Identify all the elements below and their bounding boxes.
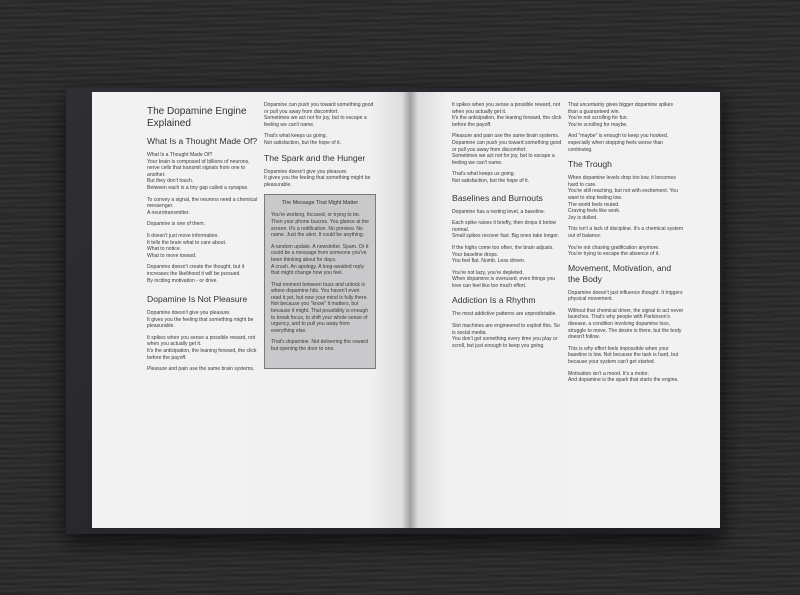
section-heading-thought: What Is a Thought Made Of? — [147, 136, 258, 146]
paragraph: Each spike raises it briefly, then drops it below normal. Small spikes recover fast. Big ones take longer. — [452, 220, 560, 240]
box-paragraph: You're working, focused, or trying to be. Then your phone buzzes. You glance at the screen. It's a notification. No preview. No name. Just the alert. It could be anything. — [271, 212, 369, 239]
box-paragraph: A random update. A newsletter. Spam. Or it could be a message from someone you've been thinking about for days. A crush. An apology. A long-awaited reply that might change how you feel. — [271, 243, 369, 277]
paragraph: That's what keeps us going. Not satisfaction, but the hope of it. — [452, 171, 530, 184]
sidebar-box — [264, 194, 376, 368]
paragraph: It doesn't just move information. It tells the brain what to care about. What to notice. What to move toward. — [147, 232, 227, 259]
paragraph: Motivation isn't a mood. It's a motor. And dopamine is the spark that starts the engine. — [568, 370, 679, 384]
paragraph: When dopamine levels drop too low, it becomes hard to care. You're still reaching, but not with excitement. You want to stop feeling low. The world feels muted. Craving feels like work. Joy is dulled. — [568, 175, 679, 221]
paragraph: Dopamine doesn't just influence thought. It triggers physical movement. — [568, 289, 683, 303]
left-page-column-1 — [147, 102, 262, 378]
paragraph: What Is a Thought Made Of? Your brain is composed of billions of neurons, nerve cells that transmit signals from one to another. But they don't touch. Between each is a tiny gap called a synapse. — [147, 152, 250, 191]
right-page-column-1 — [452, 102, 564, 354]
paragraph: To convey a signal, the neurons need a chemical messenger. A neurotransmitter. — [147, 196, 258, 216]
paragraph: You're not chasing gratification anymore. You're trying to escape the absence of it. — [568, 244, 660, 258]
section-heading-movement: Movement, Motivation, and the Body — [568, 262, 672, 284]
paragraph: Dopamine can push you toward something good or pull you away from discomfort. Sometimes we act not for joy, but to escape a feeling we can't name. — [264, 102, 374, 128]
paragraph: Without that chemical driver, the signal to act never launches. That's why people with Parkinson's disease, a condition involving dopamine loss, struggle to move. The desire is there, but the body doesn't follow. — [568, 307, 684, 341]
section-heading-rhythm: Addiction Is a Rhythm — [452, 295, 536, 306]
paragraph: If the highs come too often, the brain adjusts. Your baseline drops. You feel flat. Numb. Less driven. — [452, 244, 554, 265]
section-heading-spark: The Spark and the Hunger — [264, 152, 366, 163]
section-heading-baselines: Baselines and Burnouts — [452, 192, 543, 203]
paragraph: It spikes when you sense a possible reward, not when you actually get it. It's the anticipation, the leaning forward, the click before the payoff. — [147, 334, 257, 361]
section-heading-trough: The Trough — [568, 159, 612, 170]
box-paragraph: That's dopamine. Not delivering the reward but opening the door to one. — [271, 339, 368, 353]
paragraph: Dopamine doesn't give you pleasure. It gives you the feeling that something might be pleasurable. — [264, 168, 371, 188]
paragraph: Pleasure and pain use the same brain systems. Dopamine can push you toward something good or pull you away from discomfort. Sometimes we act not for joy, but to escape a feeling we can't name. — [452, 133, 562, 166]
paragraph: This is why effort feels impossible when your baseline is low. Not because the task is hard, but because your system can't get started. — [568, 345, 679, 366]
right-page-column-2 — [568, 102, 684, 389]
paragraph: That's what keeps us going. Not satisfaction, but the hope of it. — [264, 133, 342, 146]
chapter-title: The Dopamine Engine Explained — [147, 106, 247, 129]
box-paragraph: That moment between buzz and unlock is where dopamine hits. You haven't even read it yet, but now your mind is fully there. Not because you "know" it matters, but because it might. That possibility is enough to break focus, to shift your whole sense of urgency, and to pull you away from everything else. — [271, 281, 369, 334]
paragraph: Dopamine has a resting level, a baseline. — [452, 208, 546, 215]
paragraph: Pleasure and pain use the same brain systems. — [147, 366, 255, 373]
paragraph: Dopamine doesn't create the thought, but it increases the likelihood it will be pursued. By inciting motivation - or drive. — [147, 264, 245, 284]
paragraph: Dopamine doesn't give you pleasure. It gives you the feeling that something might be pleasurable. — [147, 310, 254, 330]
section-heading-pleasure: Dopamine Is Not Pleasure — [147, 294, 248, 305]
left-page-column-2 — [264, 102, 376, 369]
paragraph: And "maybe" is enough to keep you hooked, especially when stopping feels worse than continuing. — [568, 133, 669, 153]
left-page — [92, 92, 410, 528]
paragraph: This isn't a lack of discipline. It's a chemical system out of balance. — [568, 226, 684, 239]
paragraph: Slot machines are engineered to exploit this. So is social media. You don't get something every time you play or scroll, but just enough to keep you going. — [452, 323, 560, 349]
paragraph: That uncertainty gives bigger dopamine spikes than a guaranteed win. You're not scrolling for fun. You're scrolling for maybe. — [568, 102, 674, 128]
right-page — [410, 92, 720, 528]
paragraph: The most addictive patterns are unpredictable. — [452, 311, 557, 318]
box-title: The Message That Might Matter — [281, 200, 359, 207]
paragraph: It spikes when you sense a possible reward, not when you actually get it. It's the anticipation, the leaning forward, the click before the payoff. — [452, 102, 562, 128]
paragraph: You're not lazy, you're depleted. When dopamine is overused, even things you love can feel like too much effort. — [452, 269, 556, 289]
paragraph: Dopamine is one of them. — [147, 221, 206, 228]
book-spine-shadow — [402, 92, 418, 528]
